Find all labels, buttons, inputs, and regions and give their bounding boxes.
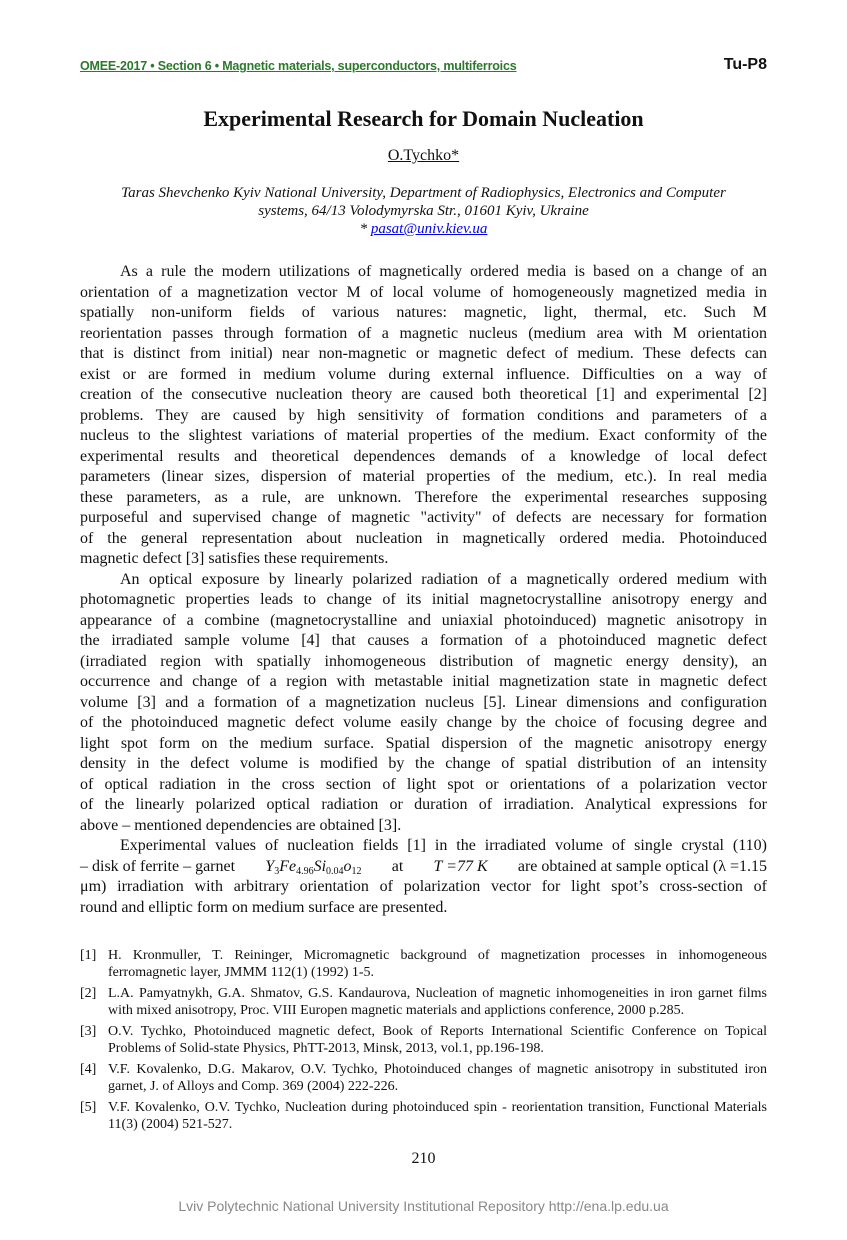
text: are obtained at sample optical (λ =1.15 <box>517 857 767 875</box>
text-line: light spot form on the medium surface. Spatial dispersion of the magnetic anisotropy energy <box>80 734 767 752</box>
text-line: above – mentioned dependencies are obtained [3]. <box>80 816 402 834</box>
text-line: density in the defect volume is modified by the change of spatial distribution of an intensity <box>80 755 767 772</box>
text-line: nucleus to the slightest variations of material properties of the medium. Exact conformity of the <box>80 427 767 444</box>
reference-text: O.V. Tychko, Photoinduced magnetic defect, Book of Reports International Scientific Conference on Topical Problems of Solid-state Physics, PhTT-2013, Minsk, 2013, vol.1, pp.196-198. <box>108 1024 767 1056</box>
email-prefix: * <box>359 221 371 237</box>
temperature: T =77 K <box>433 857 488 875</box>
body-text <box>80 262 767 918</box>
text-line: of the general representation about nucleation in magnetically ordered media. Photoinduced <box>80 529 767 547</box>
reference-number: [3] <box>80 1024 97 1039</box>
text-line: the irradiated sample volume [4] that causes a formation of a photoinduced magnetic defect <box>80 632 767 649</box>
text-line: problems. They are caused by high sensitivity of formation conditions and parameters of a <box>80 406 767 424</box>
text: at <box>391 857 404 875</box>
reference-text: V.F. Kovalenko, O.V. Tychko, Nucleation during photoinduced spin - reorientation transition, Functional Materials 11(3) (2004) 521-527. <box>108 1100 767 1132</box>
reference-item <box>80 1099 767 1133</box>
text-line: exist or are formed in medium volume during external influence. Difficulties on a way of <box>80 365 767 383</box>
paragraph-3 <box>80 836 767 918</box>
text-line: photomagnetic properties leads to change of its initial magnetocrystalline anisotropy energy and <box>80 591 767 608</box>
text-line: of optical radiation in the cross section of light spot or orientations of a polarization vector <box>80 775 767 793</box>
text-line: volume [3] and a formation of a magnetization nucleus [5]. Linear dimensions and configuration <box>80 693 767 711</box>
reference-item <box>80 1023 767 1057</box>
text-line: (irradiated region with spatially inhomogeneous distribution of magnetic energy density), an <box>80 652 767 670</box>
text: – disk of ferrite – garnet <box>80 857 236 875</box>
reference-item <box>80 985 767 1019</box>
text-line: purposeful and supervised change of magnetic "activity" of defects are necessary for formation <box>80 509 767 526</box>
text-line: magnetic defect [3] satisfies these requirements. <box>80 550 389 567</box>
reference-number: [5] <box>80 1100 97 1115</box>
text-line: of the linearly polarized optical radiation or duration of irradiation. Analytical expressions for <box>80 796 767 813</box>
references <box>80 947 767 1137</box>
reference-number: [2] <box>80 986 97 1001</box>
text-line: spatially non-uniform fields of various natures: magnetic, light, thermal, etc. Such M <box>80 304 767 321</box>
text-line: reorientation passes through formation of a magnetic nucleus (medium area with M orientation <box>80 324 767 342</box>
reference-text: L.A. Pamyatnykh, G.A. Shmatov, G.S. Kandaurova, Nucleation of magnetic inhomogeneities in iron garnet films with mixed anisotropy, Proc. VIII Europen magnetic materials and applictions conference, 2000 p.285. <box>108 986 767 1018</box>
text-line: As a rule the modern utilizations of magnetically ordered media is based on a change of an <box>120 263 767 280</box>
reference-text: V.F. Kovalenko, D.G. Makarov, O.V. Tychko, Photoinduced changes of magnetic anisotropy in substituted iron garnet, J. of Alloys and Comp. 369 (2004) 222-226. <box>108 1062 767 1094</box>
author <box>0 147 847 165</box>
text-line: experimental results and theoretical dependences demands of a knowledge of local defect <box>80 447 767 465</box>
text-line: occurrence and change of a region with metastable initial magnetization state in magnetic defect <box>80 673 767 690</box>
section-header: OMEE-2017 • Section 6 • Magnetic materials, superconductors, multiferroics <box>80 59 517 73</box>
affiliation <box>80 184 767 238</box>
email-line <box>80 220 767 238</box>
repository-footer: Lviv Polytechnic National University Institutional Repository http://ena.lp.edu.ua <box>178 1198 669 1214</box>
text-line: μm) irradiation with arbitrary orientation of polarization vector for light spot’s cross-section of <box>80 878 767 895</box>
text-line: orientation of a magnetization vector M of local volume of homogeneously magnetized media in <box>80 283 767 301</box>
text-line: that is distinct from initial) near non-magnetic or magnetic defect of medium. These defects can <box>80 345 767 362</box>
paragraph-2 <box>80 570 767 837</box>
reference-item <box>80 947 767 981</box>
text-line: of the photoinduced magnetic defect volume easily change by the choice of focusing degree and <box>80 714 767 731</box>
reference-item <box>80 1061 767 1095</box>
text-line: Experimental values of nucleation fields [1] in the irradiated volume of single crystal (110) <box>120 837 767 854</box>
paper-code: Tu-P8 <box>723 56 767 73</box>
affiliation-line: systems, 64/13 Volodymyrska Str., 01601 Kyiv, Ukraine <box>258 203 589 219</box>
reference-text: H. Kronmuller, T. Reininger, Micromagnetic background of magnetization processes in inhomogeneous ferromagnetic layer, JMMM 112(1) (1992) 1-5. <box>108 948 767 980</box>
page-number: 210 <box>411 1150 436 1167</box>
text-line: appearance of a combine (magnetocrystalline and uniaxial photoinduced) magnetic anisotropy in <box>80 611 767 629</box>
affiliation-line: Taras Shevchenko Kyiv National University, Department of Radiophysics, Electronics and Computer <box>121 185 726 201</box>
reference-number: [1] <box>80 948 97 963</box>
formula-line <box>80 857 767 878</box>
text-line: round and elliptic form on medium surface are presented. <box>80 898 448 916</box>
chemical-formula: $Y_3Fe_{4.96}Si_{0.04}o_{12}$ <box>265 857 362 877</box>
paper-title: Experimental Research for Domain Nucleation <box>203 106 644 131</box>
author-name: O.Tychko* <box>387 147 460 164</box>
text-line: these parameters, as a rule, are unknown. Therefore the experimental researches supposing <box>80 488 767 506</box>
email-link[interactable]: pasat@univ.kiev.ua <box>370 221 488 237</box>
paragraph-1 <box>80 262 767 570</box>
text-line: parameters (linear sizes, dispersion of material properties of the medium, etc.). In real media <box>80 468 767 485</box>
reference-number: [4] <box>80 1062 97 1077</box>
text-line: creation of the consecutive nucleation theory are caused both theoretical [1] and experimental [2] <box>80 386 767 403</box>
text-line: An optical exposure by linearly polarized radiation of a magnetically ordered medium with <box>120 570 767 588</box>
